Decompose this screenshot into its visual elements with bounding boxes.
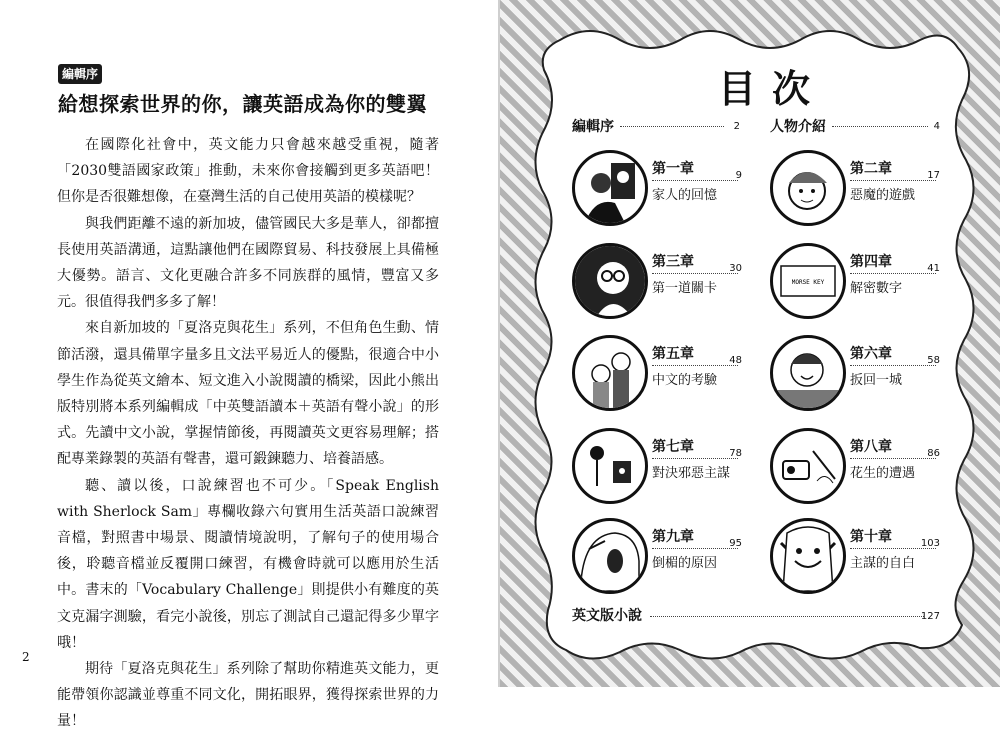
chapter-number: 第五章	[652, 346, 694, 362]
chapter-number: 第四章	[850, 254, 892, 270]
toc-chapter-10[interactable]	[770, 518, 970, 598]
toc-entry-english-novel[interactable]: 英文版小說	[572, 608, 642, 624]
chapter-6-illustration	[770, 335, 846, 411]
chapter-title: 花生的遭遇	[850, 466, 916, 481]
chapter-page: 95	[729, 538, 742, 549]
toc-chapter-3[interactable]	[572, 243, 772, 323]
chapter-title: 第一道關卡	[652, 281, 718, 296]
chapter-8-illustration	[770, 428, 846, 504]
chapter-7-illustration	[572, 428, 648, 504]
toc-page-number: 2	[733, 121, 740, 132]
right-page	[500, 0, 1000, 687]
chapter-page: 103	[920, 538, 940, 549]
toc-chapter-9[interactable]	[572, 518, 772, 598]
toc-chapter-2[interactable]	[770, 150, 970, 230]
chapter-number: 第二章	[850, 161, 892, 177]
chapter-number: 第十章	[850, 529, 892, 545]
toc-entry-preface[interactable]: 編輯序	[572, 119, 614, 135]
toc-chapter-7[interactable]	[572, 428, 772, 508]
morse-card-text: MORSE KEY	[791, 279, 825, 286]
chapter-title: 主謀的自白	[850, 556, 916, 571]
chapter-title: 扳回一城	[850, 373, 903, 388]
page-number: 2	[22, 650, 30, 664]
toc-page-number: 127	[920, 611, 940, 622]
chapter-4-illustration	[770, 243, 846, 319]
chapter-3-illustration	[572, 243, 648, 319]
chapter-number: 第九章	[652, 529, 694, 545]
paragraph: 與我們距離不遠的新加坡，儘管國民大多是華人，卻都擅長使用英語溝通，這點讓他們在國際貿易、科技發展上具備極大優勢。語言、文化更融合許多不同族群的風情，豐富又多元。很值得我們多多了解！	[57, 215, 439, 311]
paragraph: 期待「夏洛克與花生」系列除了幫助你精進英文能力，更能帶領你認識並尊重不同文化，開拓眼界，獲得探索世界的力量！	[57, 661, 439, 730]
chapter-page: 78	[729, 448, 742, 459]
toc-chapter-8[interactable]	[770, 428, 970, 508]
chapter-number: 第七章	[652, 439, 694, 455]
toc-chapter-1[interactable]	[572, 150, 772, 230]
toc-title: 目次	[718, 67, 827, 111]
preface-body	[57, 132, 439, 735]
chapter-9-illustration	[572, 518, 648, 594]
chapter-title: 解密數字	[850, 281, 903, 296]
toc-chapter-4[interactable]	[770, 243, 970, 323]
chapter-5-illustration	[572, 335, 648, 411]
leader-dots	[650, 616, 924, 617]
chapter-page: 41	[927, 263, 940, 274]
toc-page-number: 4	[933, 121, 940, 132]
chapter-title: 對決邪惡主謀	[652, 466, 731, 481]
left-page	[0, 0, 498, 730]
leader-dots	[620, 126, 724, 127]
chapter-title: 惡魔的遊戲	[850, 188, 916, 203]
chapter-number: 第一章	[652, 161, 694, 177]
chapter-number: 第三章	[652, 254, 694, 270]
toc-chapter-6[interactable]	[770, 335, 970, 415]
chapter-1-illustration	[572, 150, 648, 226]
paragraph: 聽、讀以後，口說練習也不可少。「Speak English with Sherlock Sam」專欄收錄六句實用生活英語口說練習音檔，對照書中場景、閱讀情境說明，了解句子的使用場合後，聆聽音檔並反覆開口練習，有機會時就可以應用於生活中。書末的「Vocabulary Challenge」則提供小有難度的英文克漏字測驗，看完小說後，別忘了測試自己還記得多少單字哦！	[57, 477, 439, 651]
chapter-2-illustration	[770, 150, 846, 226]
chapter-title: 家人的回憶	[652, 188, 718, 203]
chapter-page: 30	[729, 263, 742, 274]
paragraph: 在國際化社會中，英文能力只會越來越受重視，隨著「2030雙語國家政策」推動，未來你會接觸到更多英語吧！但你是否很難想像，在臺灣生活的自己使用英語的模樣呢？	[57, 137, 439, 206]
chapter-title: 倒楣的原因	[652, 556, 718, 571]
chapter-title: 中文的考驗	[652, 373, 718, 388]
toc-chapter-5[interactable]	[572, 335, 772, 415]
chapter-page: 58	[927, 355, 940, 366]
chapter-number: 第六章	[850, 346, 892, 362]
preface-heading: 給想探索世界的你，讓英語成為你的雙翼	[58, 92, 427, 116]
chapter-page: 48	[729, 355, 742, 366]
toc-entry-characters[interactable]: 人物介紹	[770, 119, 826, 135]
editor-preface-tag: 編輯序	[58, 64, 102, 84]
chapter-page: 86	[927, 448, 940, 459]
chapter-page: 17	[927, 170, 940, 181]
chapter-10-illustration	[770, 518, 846, 594]
paragraph: 來自新加坡的「夏洛克與花生」系列，不但角色生動、情節活潑，還具備單字量多且文法平易近人的優點，很適合中小學生作為從英文繪本、短文進入小說閱讀的橋梁，因此小熊出版特別將本系列編輯成「中英雙語讀本＋英語有聲小說」的形式。先讀中文小說，掌握情節後，再閱讀英文更容易理解；搭配專業錄製的英語有聲書，還可鍛鍊聽力、培養語感。	[57, 320, 439, 468]
chapter-number: 第八章	[850, 439, 892, 455]
chapter-page: 9	[735, 170, 742, 181]
